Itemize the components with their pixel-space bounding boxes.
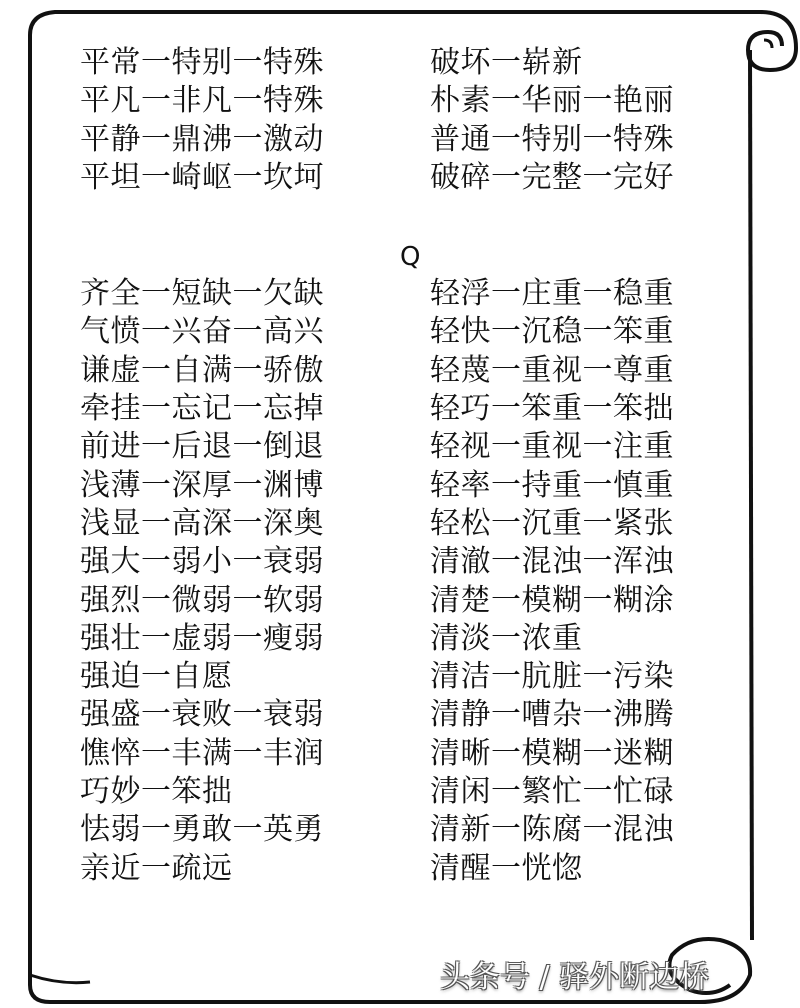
word-line: 强迫一自愿 bbox=[80, 659, 233, 695]
word-line: 谦虚一自满一骄傲 bbox=[80, 352, 324, 388]
word-line: 齐全一短缺一欠缺 bbox=[80, 276, 324, 312]
word-line: 轻率一持重一慎重 bbox=[430, 467, 674, 503]
word-line: 破坏一崭新 bbox=[430, 45, 583, 80]
word-line: 浅薄一深厚一渊博 bbox=[80, 467, 324, 503]
word-line: 轻蔑一重视一尊重 bbox=[430, 352, 674, 388]
word-line: 前进一后退一倒退 bbox=[80, 429, 324, 465]
word-line: 强烈一微弱一软弱 bbox=[80, 582, 324, 618]
section-letter: Q bbox=[400, 242, 421, 272]
word-line: 气愤一兴奋一高兴 bbox=[80, 314, 324, 350]
right-bottom-block bbox=[430, 275, 674, 888]
word-line: 轻巧一笨重一笨拙 bbox=[430, 391, 674, 427]
word-line: 轻松一沉重一紧张 bbox=[430, 505, 674, 541]
word-line: 清澈一混浊一浑浊 bbox=[430, 544, 674, 580]
left-column bbox=[80, 44, 324, 888]
word-line: 平坦一崎岖一坎坷 bbox=[80, 159, 324, 195]
word-line: 平静一鼎沸一激动 bbox=[80, 121, 324, 157]
right-top-block bbox=[430, 44, 674, 197]
word-line: 憔悴一丰满一丰润 bbox=[80, 735, 324, 771]
word-line: 牵挂一忘记一忘掉 bbox=[80, 391, 324, 427]
word-line: 强大一弱小一衰弱 bbox=[80, 544, 324, 580]
word-line: 清闲一繁忙一忙碌 bbox=[430, 774, 674, 810]
left-top-block bbox=[80, 44, 324, 197]
right-column bbox=[430, 44, 674, 888]
word-line: 朴素一华丽一艳丽 bbox=[430, 83, 674, 119]
word-line: 浅显一高深一深奥 bbox=[80, 505, 324, 541]
word-line: 清洁一肮脏一污染 bbox=[430, 659, 674, 695]
word-line: 强盛一衰败一衰弱 bbox=[80, 697, 324, 733]
word-line: 平常一特别一特殊 bbox=[80, 45, 324, 80]
left-bottom-block bbox=[80, 275, 324, 888]
word-line: 清淡一浓重 bbox=[430, 620, 583, 656]
word-line: 巧妙一笨拙 bbox=[80, 774, 233, 810]
word-line: 轻视一重视一注重 bbox=[430, 429, 674, 465]
word-line: 破碎一完整一完好 bbox=[430, 159, 674, 195]
word-line: 普通一特别一特殊 bbox=[430, 121, 674, 157]
word-line: 清静一嘈杂一沸腾 bbox=[430, 697, 674, 733]
word-line: 强壮一虚弱一瘦弱 bbox=[80, 620, 324, 656]
word-line: 清楚一模糊一糊涂 bbox=[430, 582, 674, 618]
word-line: 清晰一模糊一迷糊 bbox=[430, 735, 674, 771]
word-line: 轻快一沉稳一笨重 bbox=[430, 314, 674, 350]
watermark: 头条号 / 驿外断边桥 bbox=[440, 960, 710, 995]
word-line: 轻浮一庄重一稳重 bbox=[430, 276, 674, 312]
word-line: 亲近一疏远 bbox=[80, 850, 233, 886]
word-line: 清醒一恍惚 bbox=[430, 850, 583, 886]
word-line: 平凡一非凡一特殊 bbox=[80, 83, 324, 119]
word-line: 怯弱一勇敢一英勇 bbox=[80, 812, 324, 848]
word-line: 清新一陈腐一混浊 bbox=[430, 812, 674, 848]
